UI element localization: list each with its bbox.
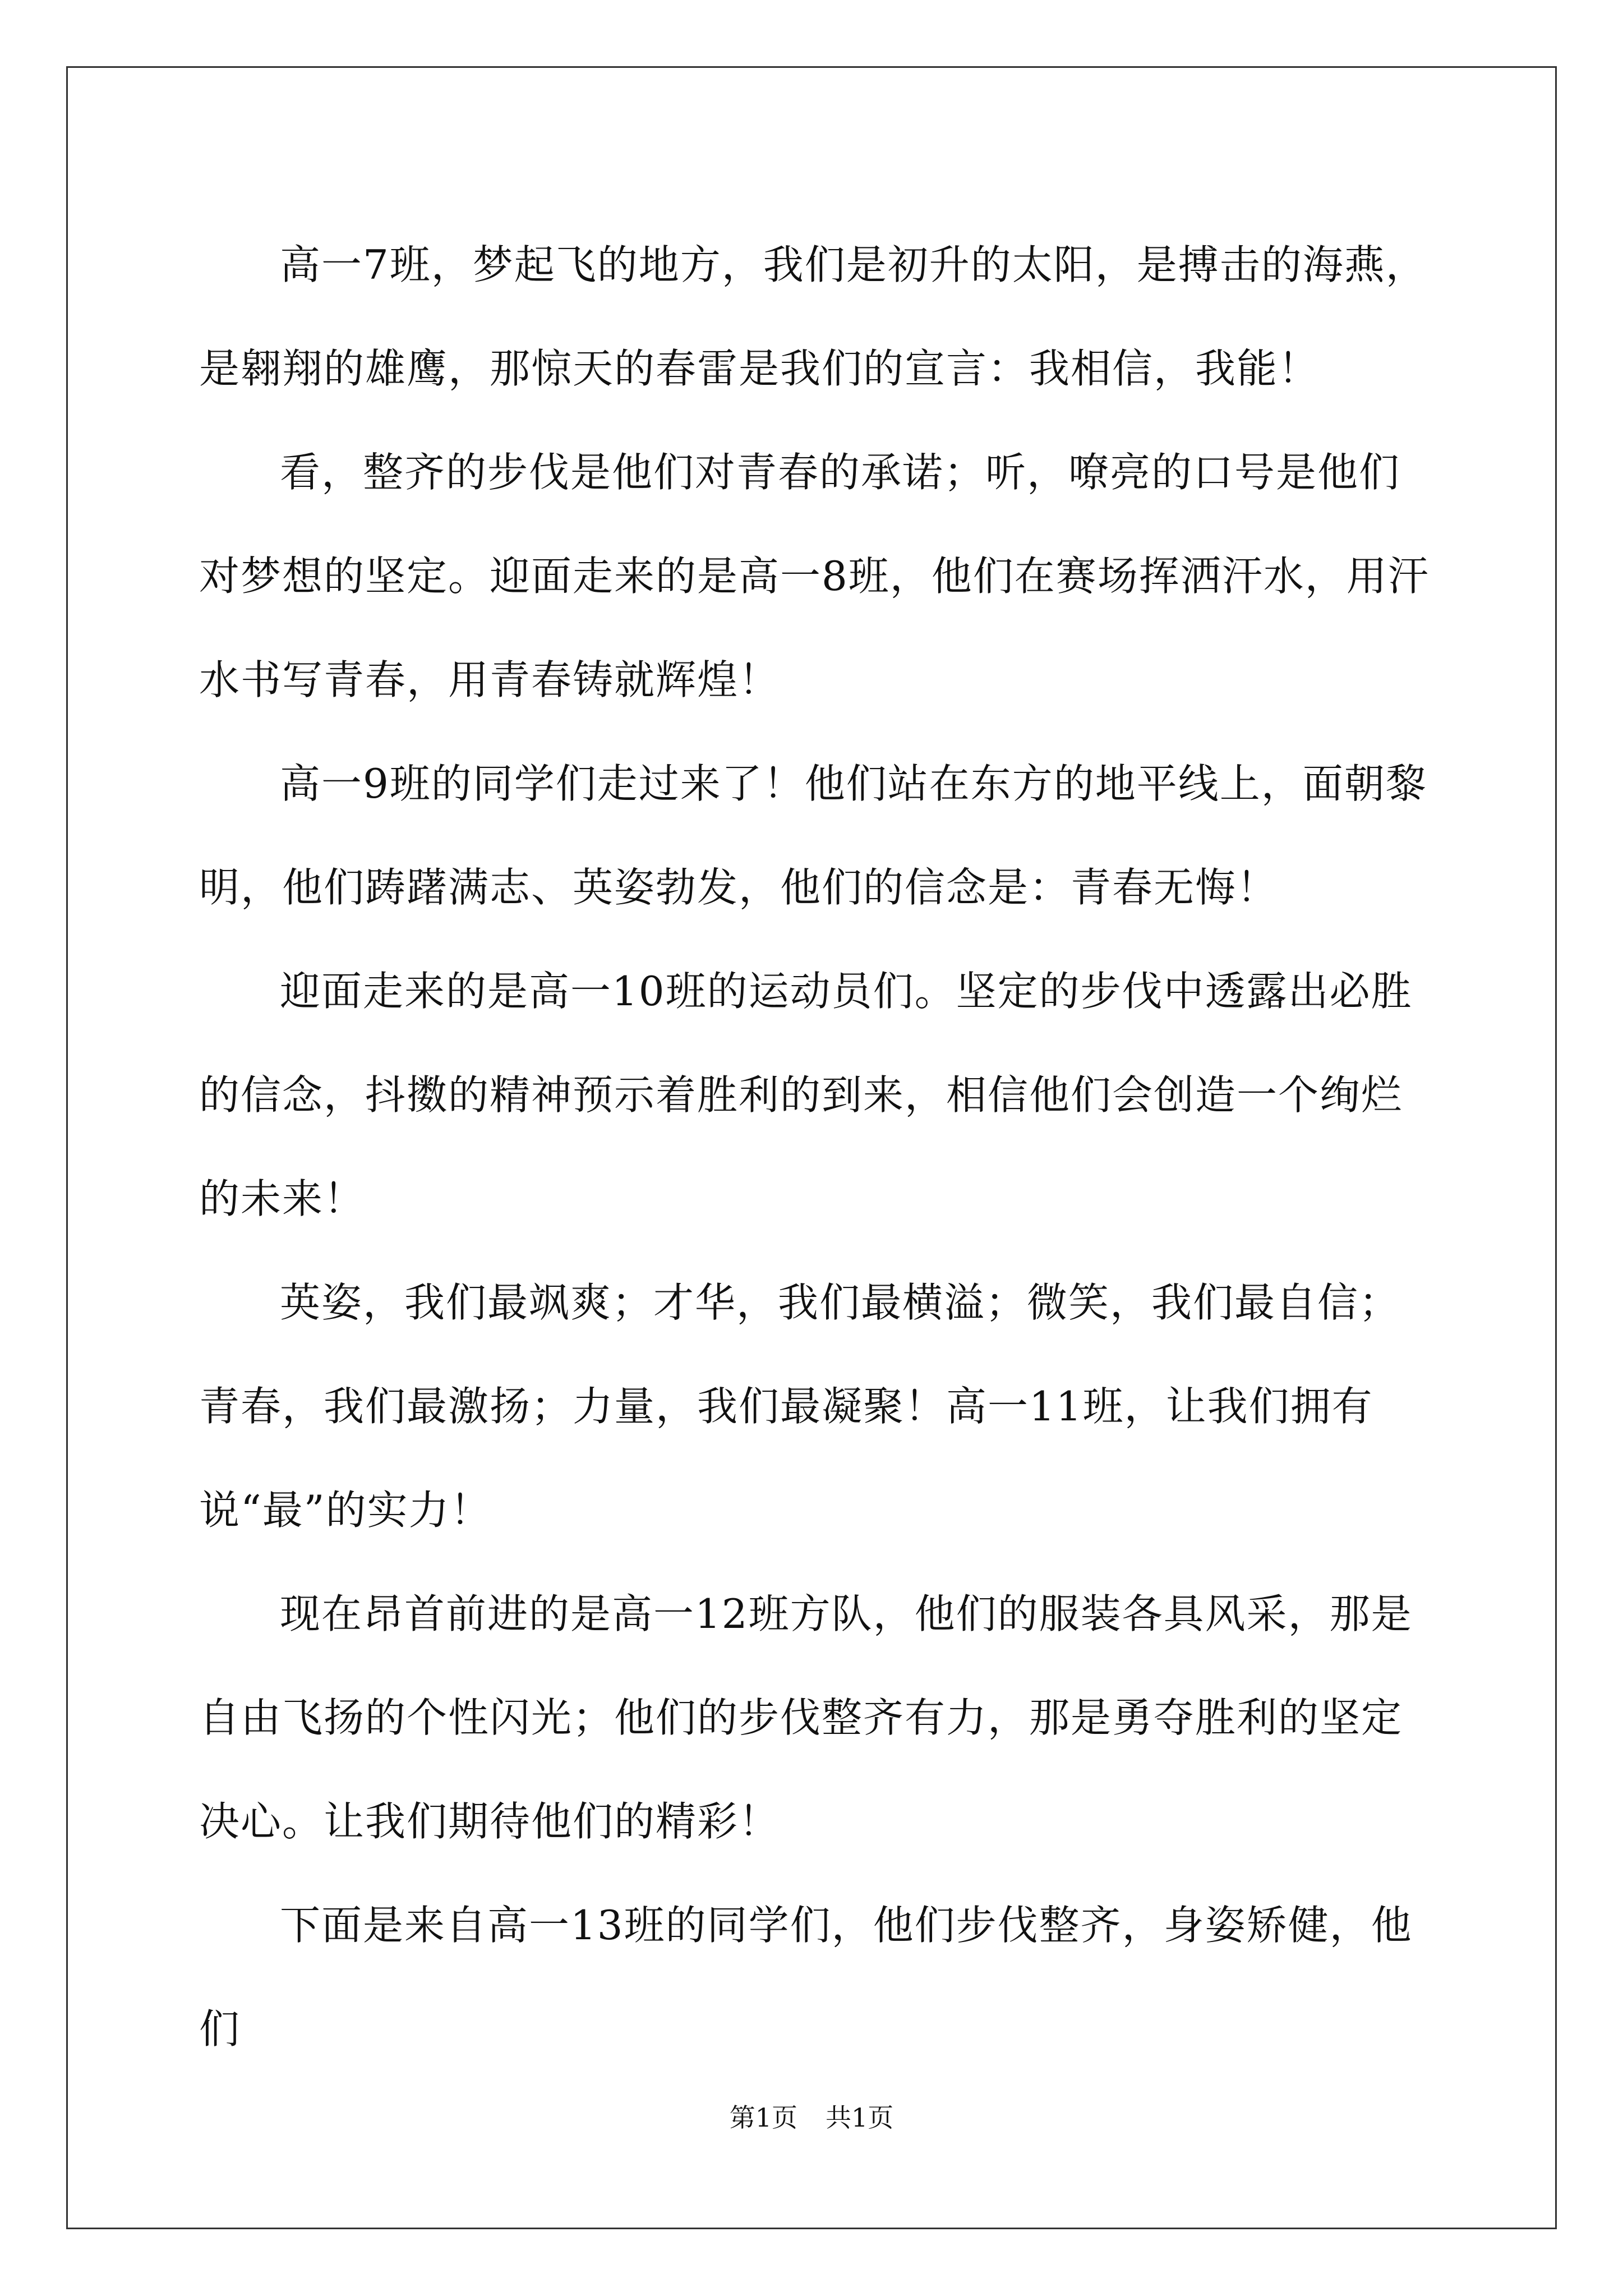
page-number-total: 共1页 bbox=[826, 2102, 894, 2133]
paragraph-6: 现在昂首前进的是高一12班方队，他们的服装各具风采，那是自由飞扬的个性闪光；他们的步伐整齐有力，那是勇夺胜利的坚定决心。让我们期待他们的精彩！ bbox=[199, 1590, 1413, 1845]
paragraph-1: 高一7班，梦起飞的地方，我们是初升的太阳，是搏击的海燕，是翱翔的雄鹰，那惊天的春雷是我们的宣言：我相信，我能！ bbox=[199, 241, 1427, 392]
page-number-current: 第1页 bbox=[729, 2102, 797, 2133]
page-footer bbox=[0, 2101, 1623, 2134]
paragraph-4: 迎面走来的是高一10班的运动员们。坚定的步伐中透露出必胜的信念，抖擞的精神预示着胜利的到来，相信他们会创造一个绚烂的未来！ bbox=[199, 968, 1413, 1222]
document-body bbox=[199, 213, 1433, 2081]
paragraph-5: 英姿，我们最飒爽；才华，我们最横溢；微笑，我们最自信；青春，我们最激扬；力量，我们最凝聚！高一11班，让我们拥有说“最”的实力！ bbox=[199, 1279, 1401, 1534]
paragraph-2: 看，整齐的步伐是他们对青春的承诺；听，嘹亮的口号是他们对梦想的坚定。迎面走来的是高一8班，他们在赛场挥洒汗水，用汗水书写青春，用青春铸就辉煌！ bbox=[199, 449, 1430, 703]
paragraph-3: 高一9班的同学们走过来了！他们站在东方的地平线上，面朝黎明，他们踌躇满志、英姿勃发，他们的信念是：青春无悔！ bbox=[199, 760, 1427, 911]
paragraph-7: 下面是来自高一13班的同学们，他们步伐整齐，身姿矫健，他们 bbox=[199, 1902, 1413, 2053]
